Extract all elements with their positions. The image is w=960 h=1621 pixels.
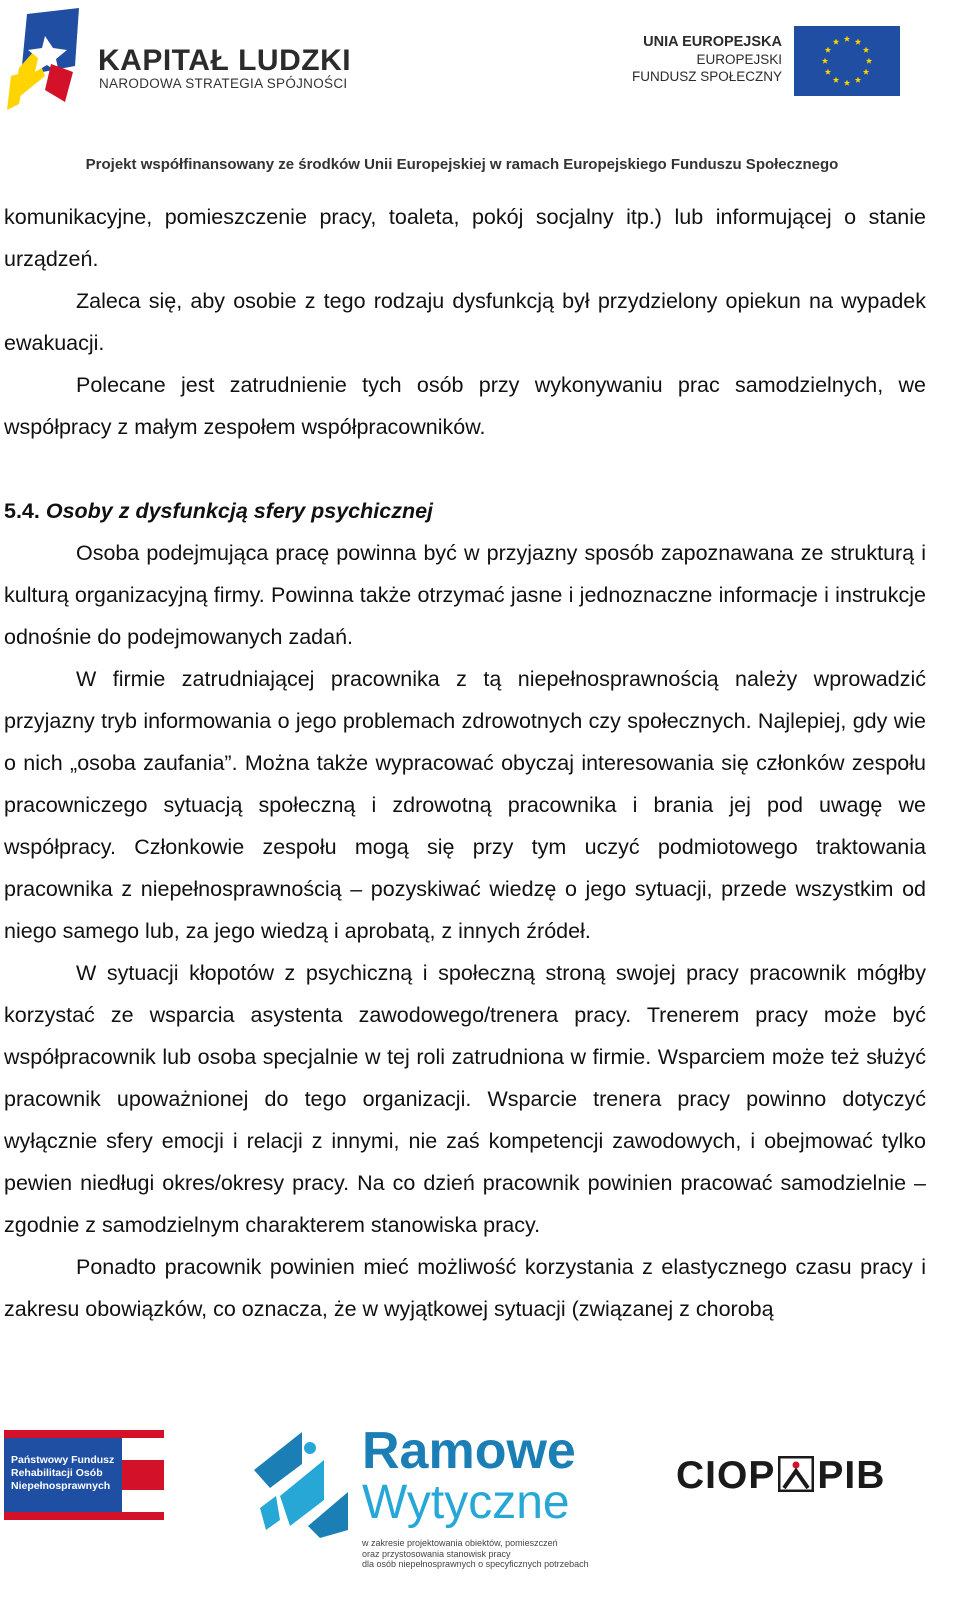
ramowe-note bbox=[362, 1538, 589, 1570]
ramowe-title: Ramowe bbox=[362, 1422, 576, 1480]
page-header bbox=[0, 0, 960, 190]
pfron-label bbox=[11, 1454, 114, 1493]
page-footer bbox=[0, 1420, 960, 1621]
spacer bbox=[4, 448, 926, 490]
eu-fund-label bbox=[632, 34, 782, 85]
cofinancing-note: Projekt współfinansowany ze środków Unii Europejskiej w ramach Europejskiego Funduszu Społecznego bbox=[85, 156, 839, 173]
ramowe-note-line3: dla osób niepełnosprawnych o specyficznych potrzebach bbox=[362, 1559, 589, 1569]
ramowe-note-line1: w zakresie projektowania obiektów, pomieszczeń bbox=[362, 1538, 558, 1548]
paragraph-5: W firmie zatrudniającej pracownika z tą niepełnosprawnością należy wprowadzić przyjazny tryb informowania o jego problemach zdrowotnych czy społecznych. Najlepiej, gdy wie o nich „osoba zaufania”. Można także wypracować obyczaj interesowania się członków zespołu pracowniczego sytuacją społeczną i zdrowotną pracownika i brania jej pod uwagę we współpracy. Członkowie zespołu mogą się przy tym uczyć podmiotowego traktowania pracownika z niepełnosprawnością – pozyskiwać wiedzę o jego sytuacji, przede wszystkim od niego samego lub, za jego wiedzą i aprobatą, z innych źródeł. bbox=[4, 667, 926, 943]
section-title: Osoby z dysfunkcją sfery psychicznej bbox=[45, 499, 434, 523]
ramowe-wytyczne-emblem-icon bbox=[250, 1430, 354, 1540]
pfron-line1: Państwowy Fundusz bbox=[11, 1454, 115, 1466]
pfron-line3: Niepełnosprawnych bbox=[11, 1480, 111, 1492]
pfron-line2: Rehabilitacji Osób bbox=[11, 1467, 103, 1479]
eu-label-line3: FUNDUSZ SPOŁECZNY bbox=[631, 69, 782, 84]
kapital-ludzki-subtitle: NARODOWA STRATEGIA SPÓJNOŚCI bbox=[99, 76, 348, 91]
paragraph-3: Polecane jest zatrudnienie tych osób przy wykonywaniu prac samodzielnych, we współpracy z małym zespołem współpracowników. bbox=[4, 373, 926, 439]
section-number: 5.4. bbox=[4, 499, 40, 523]
section-heading bbox=[4, 490, 926, 532]
paragraph-4: Osoba podejmująca pracę powinna być w przyjazny sposób zapoznawana ze strukturą i kulturą organizacyjną firmy. Powinna także otrzymać jasne i jednoznaczne informacje i instrukcje odnośnie do podejmowanych zadań. bbox=[4, 541, 926, 649]
eu-flag-icon bbox=[794, 26, 900, 96]
wytyczne-title: Wytyczne bbox=[362, 1476, 570, 1529]
ciop-pib-logo bbox=[676, 1454, 885, 1498]
kapital-ludzki-logo-icon bbox=[5, 6, 95, 118]
ciop-text: CIOP bbox=[676, 1454, 776, 1497]
paragraph-2: Zaleca się, aby osobie z tego rodzaju dysfunkcją był przydzielony opiekun na wypadek ewakuacji. bbox=[4, 289, 926, 355]
paragraph-6: W sytuacji kłopotów z psychiczną i społeczną stroną swojej pracy pracownik mógłby korzystać ze wsparcia asystenta zawodowego/trenera pracy. Trenerem pracy może być współpracownik lub osoba specjalnie w tej roli zatrudniona w firmie. Wsparciem może też służyć pracownik upoważnionej do tego organizacji. Wsparcie trenera pracy powinno dotyczyć wyłącznie sfery emocji i relacji z innymi, nie zaś kompetencji zawodowych, i obejmować tylko pewien niedługi okres/okresy pracy. Na co dzień pracownik powinien pracować samodzielnie – zgodnie z samodzielnym charakterem stanowiska pracy. bbox=[4, 961, 926, 1237]
eu-label-line1: UNIA EUROPEJSKA bbox=[643, 34, 782, 50]
ramowe-note-line2: oraz przystosowania stanowisk pracy bbox=[362, 1548, 511, 1559]
paragraph-1: komunikacyjne, pomieszczenie pracy, toaleta, pokój socjalny itp.) lub informującej o stanie urządzeń. bbox=[4, 205, 926, 271]
eu-label-line2: EUROPEJSKI bbox=[696, 52, 782, 67]
paragraph-7: Ponadto pracownik powinien mieć możliwość korzystania z elastycznego czasu pracy i zakresu obowiązków, co oznacza, że w wyjątkowej sytuacji (związanej z chorobą bbox=[4, 1255, 926, 1321]
document-body bbox=[4, 196, 926, 1330]
pib-text: PIB bbox=[817, 1454, 886, 1497]
ciop-symbol-icon bbox=[778, 1456, 814, 1492]
kapital-ludzki-title: KAPITAŁ LUDZKI bbox=[98, 44, 352, 77]
